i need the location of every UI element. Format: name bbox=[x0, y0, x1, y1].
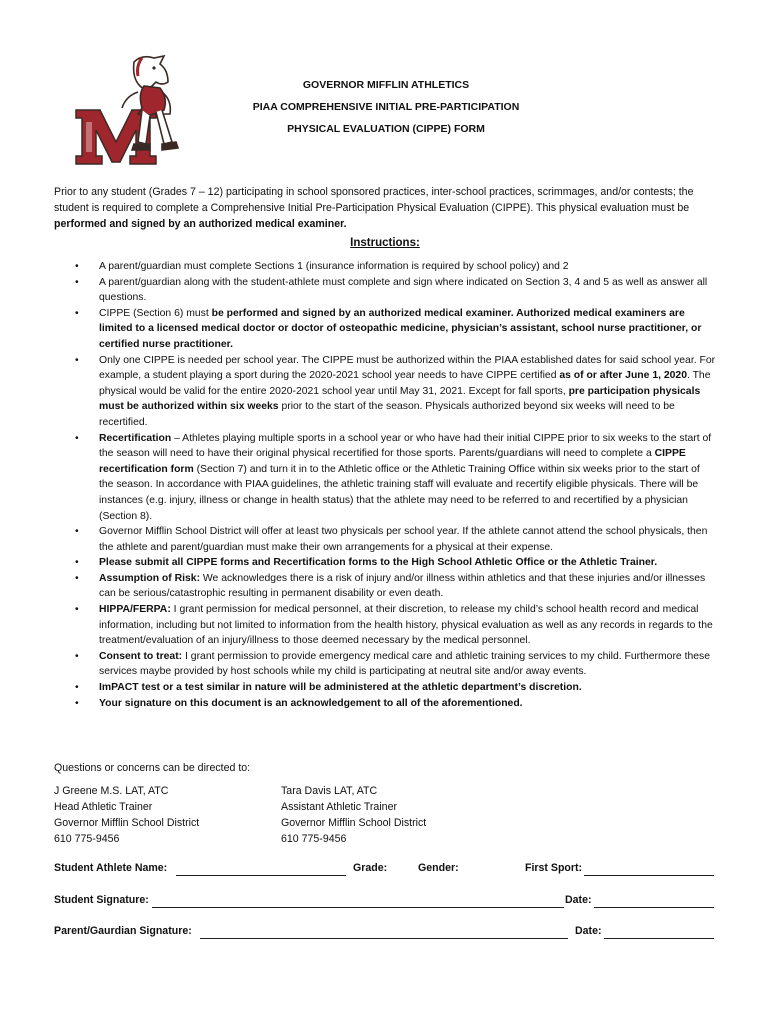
grade-label: Grade: bbox=[353, 862, 388, 874]
list-item: • A parent/guardian must complete Sections 1 (insurance information is required by school policy) and 2 bbox=[54, 259, 716, 275]
list-item: • HIPPA/FERPA: I grant permission for medical personnel, at their discretion, to release my child’s school health record and medical information, including but not limited to information from the health history, physical evaluation as well as any records in regards to the treatment/evaluation of an injury/illness to those deemed necessary by the medical personnel. bbox=[54, 602, 716, 649]
contact-org: Governor Mifflin School District bbox=[281, 817, 427, 829]
first-sport-label: First Sport: bbox=[525, 862, 583, 874]
contact-org: Governor Mifflin School District bbox=[54, 817, 200, 829]
instructions-list bbox=[54, 259, 716, 711]
school-mascot-logo bbox=[72, 52, 190, 170]
intro-bold: performed and signed by an authorized medical examiner. bbox=[54, 218, 347, 230]
parent-signature-field[interactable] bbox=[200, 938, 568, 939]
questions-text: Questions or concerns can be directed to: bbox=[54, 762, 251, 774]
instructions-heading: Instructions: bbox=[350, 237, 420, 249]
list-item: • Assumption of Risk: We acknowledges there is a risk of injury and/or illness within athletics and that these injuries and/or illnesses can be serious/catastrophic resulting in permanent disability or even death. bbox=[54, 571, 716, 602]
list-item: • Recertification – Athletes playing multiple sports in a school year or who have had their initial CIPPE prior to six weeks to the start of the season will need to have their original physical recertified for those sports. Parents/guardians will need to complete a CIPPE recertification form (Section 7) and turn it in to the Athletic office or the Athletic Training Office within six weeks prior to the start of the season. In accordance with PIAA guidelines, the athletic training staff will evaluate and recertify eligible physicals. There will be instances (e.g. injury, illness or change in health status) that the athlete may need to be referred to and recertified by a physician (Section 8). bbox=[54, 431, 716, 525]
list-item: • ImPACT test or a test similar in nature will be administered at the athletic department’s discretion. bbox=[54, 680, 716, 696]
student-name-label: Student Athlete Name: bbox=[54, 862, 168, 874]
student-date-field[interactable] bbox=[594, 907, 714, 908]
header-form-type: PIAA COMPREHENSIVE INITIAL PRE-PARTICIPATION bbox=[252, 101, 520, 113]
header-form-title: PHYSICAL EVALUATION (CIPPE) FORM bbox=[287, 123, 485, 135]
header-school: GOVERNOR MIFFLIN ATHLETICS bbox=[302, 79, 470, 91]
gender-label: Gender: bbox=[418, 862, 459, 874]
list-item: • Consent to treat: I grant permission to provide emergency medical care and athletic training services to my child. Furthermore these services maybe provided by host schools while my child is participating at neutral site and/or away events. bbox=[54, 649, 716, 680]
list-item: • Only one CIPPE is needed per school year. The CIPPE must be authorized within the PIAA established dates for said school year. For example, a student playing a sport during the 2020-2021 school year needs to have CIPPE certified as of or after June 1, 2020. The physical would be valid for the entire 2020-2021 school year until May 31, 2021. Except for fall sports, pre participation physicals must be authorized within six weeks prior to the start of the season. Physicals authorized beyond six weeks will need to be recertified. bbox=[54, 353, 716, 431]
parent-date-field[interactable] bbox=[604, 938, 714, 939]
parent-signature-label: Parent/Gaurdian Signature: bbox=[54, 925, 192, 937]
student-name-field[interactable] bbox=[176, 875, 346, 876]
list-item: • Governor Mifflin School District will offer at least two physicals per school year. If the athlete cannot attend the school physicals, then the athlete and parent/guardian must make their own arrangements for a physical at their expense. bbox=[54, 524, 716, 555]
list-item: • A parent/guardian along with the student-athlete must complete and sign where indicated on Section 3, 4 and 5 as well as answer all questions. bbox=[54, 275, 716, 306]
contact-assistant-trainer bbox=[281, 783, 426, 847]
student-signature-label: Student Signature: bbox=[54, 894, 149, 906]
form-header bbox=[190, 74, 582, 140]
contact-head-trainer bbox=[54, 783, 199, 847]
intro-paragraph bbox=[54, 184, 716, 232]
contact-title: Head Athletic Trainer bbox=[54, 801, 153, 813]
parent-date-label: Date: bbox=[575, 925, 602, 937]
student-date-label: Date: bbox=[565, 894, 592, 906]
contact-name: Tara Davis LAT, ATC bbox=[281, 785, 378, 797]
student-signature-field[interactable] bbox=[152, 907, 564, 908]
list-item: • Please submit all CIPPE forms and Recertification forms to the High School Athletic Office or the Athletic Trainer. bbox=[54, 555, 716, 571]
list-item: • Your signature on this document is an acknowledgement to all of the aforementioned. bbox=[54, 696, 716, 712]
contact-name: J Greene M.S. LAT, ATC bbox=[54, 785, 169, 797]
contact-phone: 610 775-9456 bbox=[281, 833, 347, 845]
intro-text: Prior to any student (Grades 7 – 12) participating in school sponsored practices, inter-school practices, scrimmages, and/or contests; the student is required to complete a Comprehensive Initial Pre-Participation Physical Evaluation (CIPPE). This physical evaluation must be bbox=[54, 186, 694, 214]
first-sport-field[interactable] bbox=[584, 875, 714, 876]
contact-title: Assistant Athletic Trainer bbox=[281, 801, 397, 813]
list-item: • CIPPE (Section 6) must be performed and signed by an authorized medical examiner. Authorized medical examiners are limited to a licensed medical doctor or doctor of osteopathic medicine, physician’s assistant, school nurse practitioner, or certified nurse practitioner. bbox=[54, 306, 716, 353]
contact-phone: 610 775-9456 bbox=[54, 833, 120, 845]
